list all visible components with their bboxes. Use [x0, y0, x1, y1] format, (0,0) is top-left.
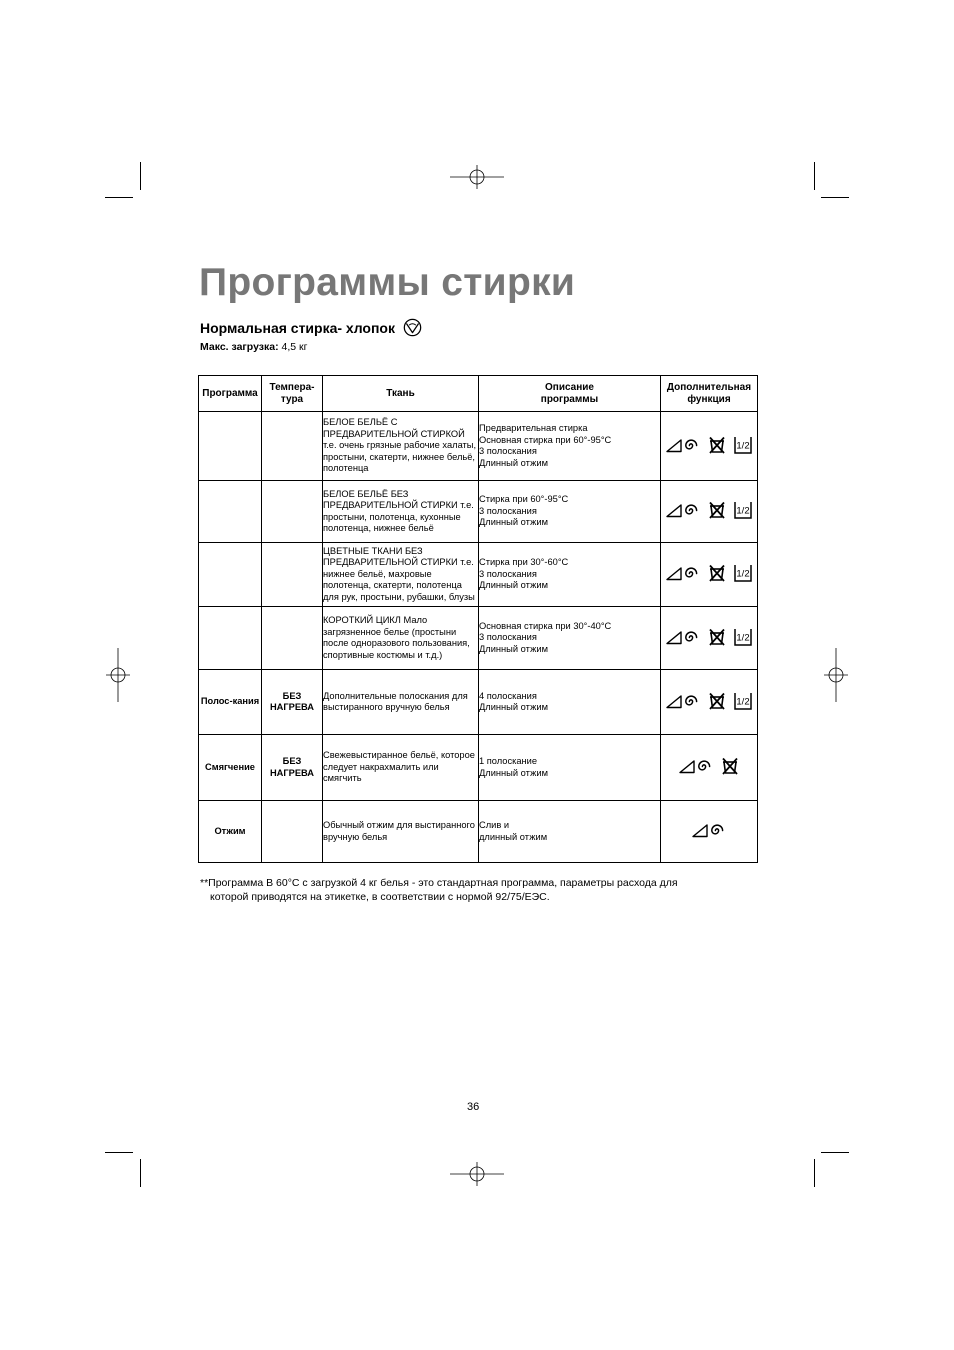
cell-options [661, 735, 758, 801]
spin-icon [665, 692, 701, 710]
no-spin-icon [707, 627, 727, 647]
fabric-text: Свежевыстиранное бельё, которое следует накрахмалить или смягчить [323, 750, 475, 784]
svg-text:1/2: 1/2 [736, 568, 750, 580]
crop-mark-top-right-h [821, 197, 849, 198]
header-temperature [262, 376, 323, 412]
no-spin-icon [720, 756, 740, 776]
fabric-text: КОРОТКИЙ ЦИКЛ Мало загрязненное белье (простыни после одноразового пользования, спортивные костюмы и т.д.) [323, 615, 470, 660]
header-fabric-text: Ткань [386, 387, 415, 399]
cell-temperature [262, 607, 323, 670]
half-load-icon [733, 691, 753, 711]
registration-mark-top [450, 165, 504, 189]
program-name: Полос-кания [200, 696, 260, 707]
cell-description [479, 801, 661, 863]
crop-mark-bottom-left-h [105, 1152, 133, 1153]
cell-temperature [262, 481, 323, 543]
cell-program [199, 481, 262, 543]
spin-icon [665, 501, 701, 519]
cell-description [479, 607, 661, 670]
program-table [198, 375, 758, 863]
description-line: длинный отжим [479, 831, 548, 842]
half-load-icon [733, 500, 753, 520]
description-line: 4 полоскания [479, 690, 537, 701]
description-line: Стирка при 60°-95°С [479, 494, 569, 505]
max-load-value: 4,5 кг [281, 341, 308, 353]
option-icons [678, 756, 740, 776]
footnote-line1: **Программа В 60°С с загрузкой 4 кг белья - это стандартная программа, параметры расхода для [200, 877, 678, 889]
fabric-text: Обычный отжим для выстиранного вручную белья [323, 820, 475, 842]
footnote [200, 876, 760, 904]
crop-mark-bottom-left-v [140, 1159, 141, 1187]
table-row [199, 607, 758, 670]
cell-fabric [323, 670, 479, 735]
crop-mark-bottom-right-v [814, 1159, 815, 1187]
option-icons [665, 435, 753, 455]
cotton-wash-icon [403, 318, 422, 337]
table-row [199, 735, 758, 801]
cell-description [479, 735, 661, 801]
description-line: Длинный отжим [479, 457, 548, 468]
option-icons [691, 821, 727, 839]
cell-description [479, 481, 661, 543]
no-spin-icon [707, 435, 727, 455]
no-spin-icon [707, 691, 727, 711]
description-line: Длинный отжим [479, 702, 548, 712]
header-description [479, 376, 661, 412]
description-line: Предварительная стирка [479, 423, 588, 433]
cell-options [661, 412, 758, 481]
crop-mark-top-right-v [814, 162, 815, 190]
description-line: 3 полоскания [479, 632, 537, 643]
header-temp-line2: тура [280, 393, 304, 405]
fabric-text: БЕЛОЕ БЕЛЬЁ С ПРЕДВАРИТЕЛЬНОЙ СТИРКОЙ т.е. очень грязные рабочие халаты, простыни, скатерти, нижнее бельё, полотенца [323, 417, 477, 474]
header-program [199, 376, 262, 412]
temperature-value: БЕЗ НАГРЕВА [269, 690, 315, 712]
cell-options [661, 481, 758, 543]
half-load-icon [733, 627, 753, 647]
header-options-line1: Дополнительная [666, 381, 752, 393]
section-subtitle-text: Нормальная стирка- хлопок [200, 319, 395, 336]
cell-temperature [262, 543, 323, 607]
description-line: Основная стирка при 60°-95°С [479, 434, 612, 445]
section-subtitle [200, 318, 422, 337]
no-spin-icon [707, 500, 727, 520]
cell-description [479, 670, 661, 735]
cell-fabric [323, 412, 479, 481]
option-icons [665, 500, 753, 520]
option-icons [665, 563, 753, 583]
table-row [199, 481, 758, 543]
option-icons [665, 627, 753, 647]
svg-text:1/2: 1/2 [736, 440, 750, 452]
description-line: Длинный отжим [479, 517, 548, 528]
svg-text:1/2: 1/2 [736, 696, 750, 708]
cell-temperature [262, 735, 323, 801]
cell-description [479, 543, 661, 607]
cell-options [661, 670, 758, 735]
cell-program [199, 735, 262, 801]
cell-program [199, 670, 262, 735]
page-number: 36 [467, 1101, 480, 1113]
cell-program [199, 412, 262, 481]
header-options-line2: функция [687, 393, 731, 405]
header-desc-line1: Описание [545, 381, 594, 393]
header-options [661, 376, 758, 412]
table-row [199, 670, 758, 735]
program-name: Смягчение [205, 761, 255, 772]
program-name: Отжим [214, 825, 246, 836]
half-load-icon [733, 563, 753, 583]
crop-mark-bottom-right-h [821, 1152, 849, 1153]
cell-program [199, 607, 262, 670]
svg-text:1/2: 1/2 [736, 632, 750, 644]
table-row [199, 543, 758, 607]
header-temp-line1: Темпера- [269, 381, 315, 393]
header-program-text: Программа [202, 387, 258, 399]
table-row [199, 412, 758, 481]
spin-icon [665, 628, 701, 646]
spin-icon [678, 757, 714, 775]
table-row [199, 801, 758, 863]
description-line: 1 полоскание [479, 756, 538, 766]
cell-options [661, 607, 758, 670]
spin-icon [665, 436, 701, 454]
cell-fabric [323, 801, 479, 863]
registration-mark-right [824, 648, 848, 702]
cell-temperature [262, 412, 323, 481]
description-line: Стирка при 30°-60°С [479, 557, 569, 568]
description-line: Слив и [479, 820, 510, 830]
registration-mark-bottom [450, 1162, 504, 1186]
half-load-icon [733, 435, 753, 455]
crop-mark-top-left-h [105, 197, 133, 198]
spin-icon [691, 821, 727, 839]
description-line: Основная стирка при 30°-40°С [479, 620, 612, 631]
no-spin-icon [707, 563, 727, 583]
description-line: 3 полоскания [479, 505, 537, 516]
cell-fabric [323, 735, 479, 801]
description-line: Длинный отжим [479, 643, 548, 654]
description-line: Длинный отжим [479, 767, 548, 778]
cell-description [479, 412, 661, 481]
crop-mark-top-left-v [140, 162, 141, 190]
temperature-value: БЕЗ НАГРЕВА [269, 756, 315, 778]
cell-options [661, 543, 758, 607]
fabric-text: БЕЛОЕ БЕЛЬЁ БЕЗ ПРЕДВАРИТЕЛЬНОЙ СТИРКИ т.е. простыни, полотенца, кухонные полотенца, нижнее бельё [323, 488, 474, 533]
fabric-text: ЦВЕТНЫЕ ТКАНИ БЕЗ ПРЕДВАРИТЕЛЬНОЙ СТИРКИ т.е. нижнее бельё, махровые полотенца, скатерти, полотенца для рук, простыни, рубашки, блузы [323, 545, 475, 602]
description-line: Длинный отжим [479, 580, 548, 591]
cell-options [661, 801, 758, 863]
cell-program [199, 801, 262, 863]
footnote-line2: которой приводятся на этикетке, в соответствии с нормой 92/75/ЕЭС. [210, 891, 550, 903]
cell-program [199, 543, 262, 607]
spin-icon [665, 564, 701, 582]
cell-temperature [262, 670, 323, 735]
page-title: Программы стирки [199, 261, 576, 304]
header-fabric [323, 376, 479, 412]
description-line: 3 полоскания [479, 568, 537, 579]
registration-mark-left [106, 648, 130, 702]
cell-fabric [323, 607, 479, 670]
cell-fabric [323, 481, 479, 543]
cell-fabric [323, 543, 479, 607]
option-icons [665, 691, 753, 711]
cell-temperature [262, 801, 323, 863]
table-header-row [199, 376, 758, 412]
description-line: 3 полоскания [479, 446, 537, 456]
svg-text:1/2: 1/2 [736, 505, 750, 517]
fabric-text: Дополнительные полоскания для выстиранного вручную белья [323, 690, 468, 712]
max-load-label: Макс. загрузка: [200, 341, 279, 353]
max-load [200, 341, 307, 353]
header-desc-line2: программы [540, 393, 599, 405]
